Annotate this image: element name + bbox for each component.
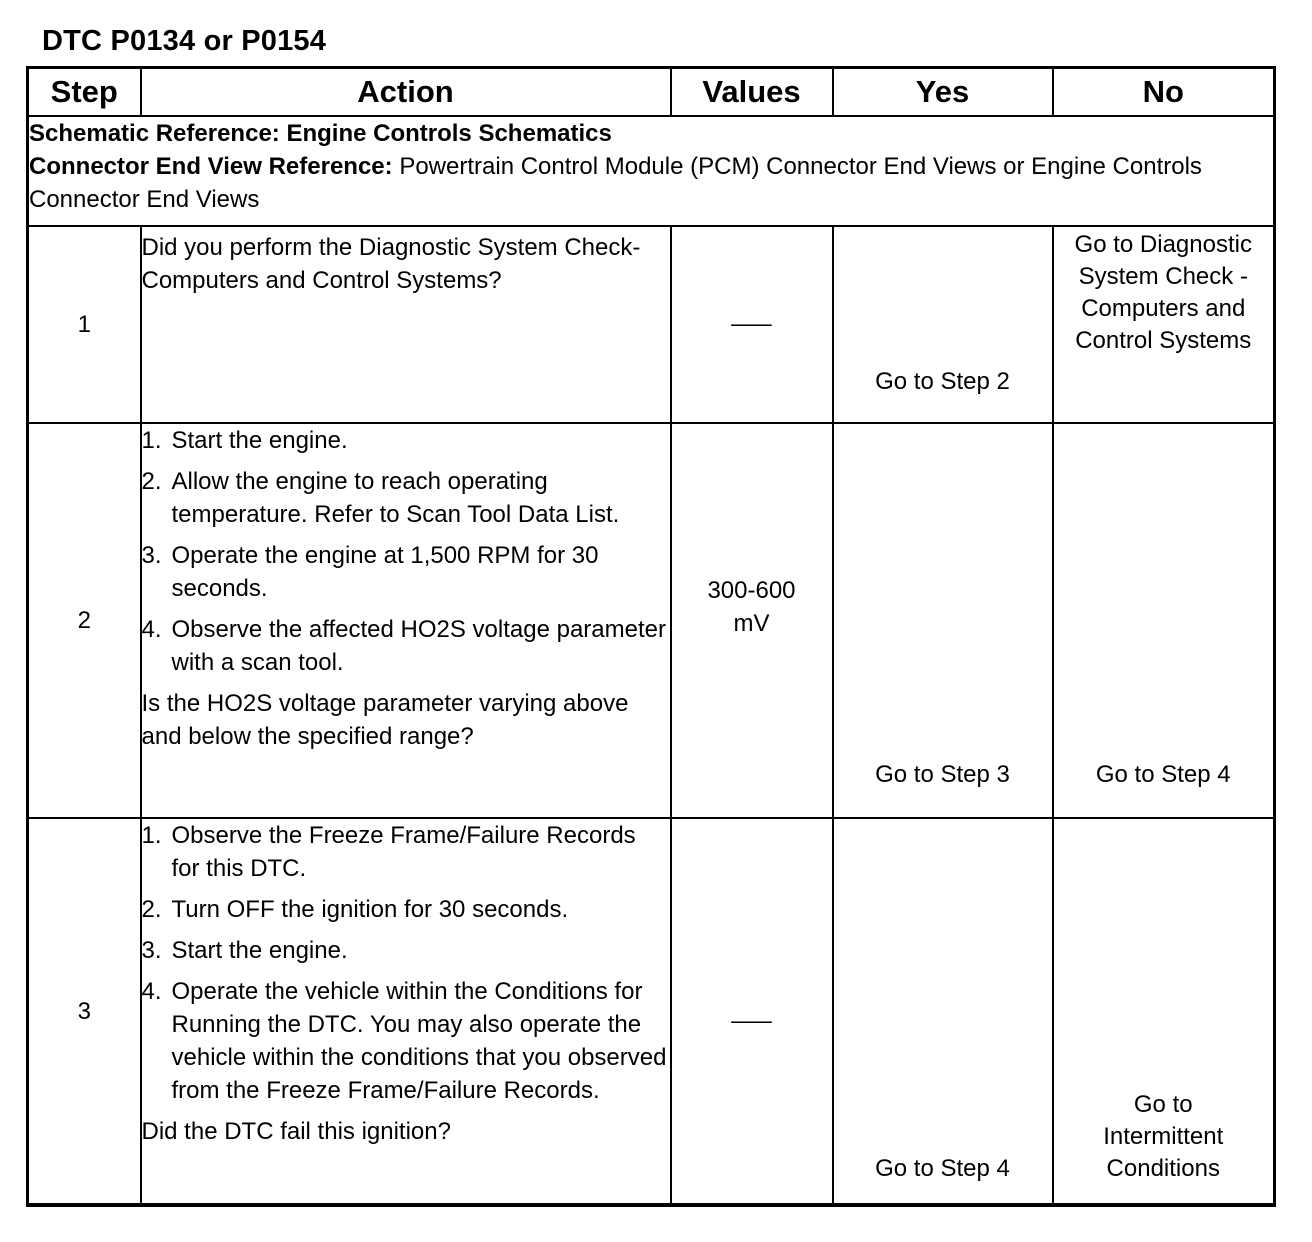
action-cell [141,226,671,423]
reference-cell [28,116,1275,226]
header-action: Action [141,68,671,117]
step-number: 2 [28,423,141,818]
reference-row [28,116,1275,226]
action-item: 1. Observe the Freeze Frame/Failure Records for this DTC. [141,822,636,882]
action-item: 2. Turn OFF the ignition for 30 seconds. [141,896,569,923]
table-row [28,423,1275,818]
table-row [28,226,1275,423]
table-row [28,818,1275,1206]
no-cell: Go to Intermittent Conditions [1053,818,1275,1206]
action-item: 4. Operate the vehicle within the Conditions for Running the DTC. You may also operate the vehicle within the conditions that you observed from the Freeze Frame/Failure Records. [141,978,667,1104]
action-item: 3. Operate the engine at 1,500 RPM for 30 seconds. [141,542,599,602]
action-item: 2. Allow the engine to reach operating temperature. Refer to Scan Tool Data List. [141,468,620,528]
header-no: No [1053,68,1275,117]
action-cell [141,423,671,818]
yes-cell: Go to Step 4 [833,818,1053,1206]
step-number: 3 [28,818,141,1206]
action-cell [141,818,671,1206]
connector-reference-label: Connector End View Reference: [29,153,393,180]
action-item: 4. Observe the affected HO2S voltage parameter with a scan tool. [141,616,666,676]
action-question: Is the HO2S voltage parameter varying above and below the specified range? [141,690,629,750]
no-cell: Go to Diagnostic System Check - Computers and Control Systems [1053,226,1275,423]
page-title: DTC P0134 or P0154 [42,25,327,57]
header-step: Step [28,68,141,117]
step-number: 1 [28,226,141,423]
action-question: Did you perform the Diagnostic System Check-Computers and Control Systems? [141,234,641,294]
values-cell: ___ [671,226,833,423]
bottom-rule [26,1203,1276,1207]
action-question: Did the DTC fail this ignition? [141,1118,451,1145]
header-values: Values [671,68,833,117]
yes-cell: Go to Step 2 [833,226,1053,423]
action-item: 1. Start the engine. [141,427,348,454]
values-cell: ___ [671,818,833,1206]
values-cell: 300-600 mV [671,423,833,818]
header-yes: Yes [833,68,1053,117]
action-list [142,819,670,1107]
action-list [142,424,670,679]
action-item: 3. Start the engine. [141,937,348,964]
header-row [28,68,1275,117]
diagnostic-table [26,66,1276,1207]
no-cell: Go to Step 4 [1053,423,1275,818]
yes-cell: Go to Step 3 [833,423,1053,818]
schematic-reference: Schematic Reference: Engine Controls Schematics [29,120,612,147]
connector-reference-text: Powertrain Control Module (PCM) Connector End Views or Engine Controls Connector End Views [29,153,1202,213]
